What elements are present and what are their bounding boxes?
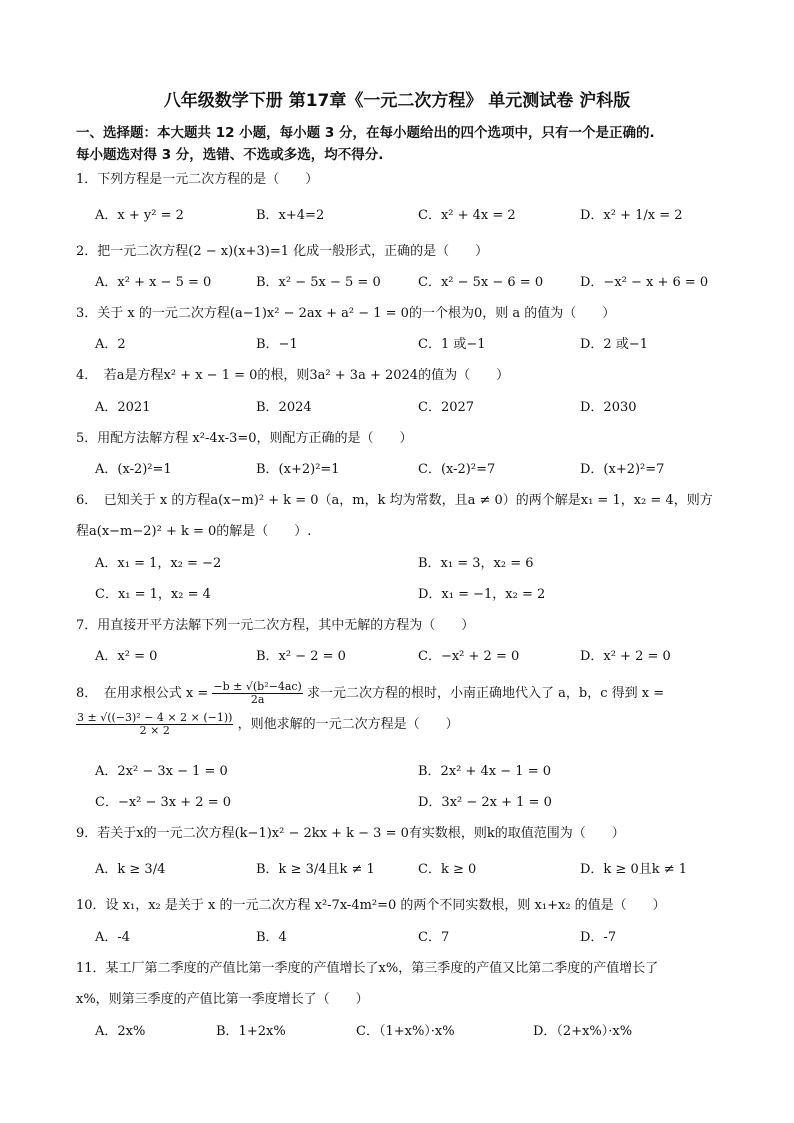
question-6-line2: 程a(x−m−2)² + k = 0的解是（ ）.	[76, 524, 312, 539]
q4-option-c: C．2027	[418, 400, 475, 415]
question-4: 4． 若a是方程x² + x − 1 = 0的根，则3a² + 3a + 2024的值为（ ）	[76, 368, 510, 383]
q2-option-c: C．x² − 5x − 6 = 0	[418, 275, 544, 290]
q2-option-a: A．x² + x − 5 = 0	[95, 275, 212, 290]
q8-option-a: A．2x² − 3x − 1 = 0	[95, 764, 228, 779]
quadratic-formula	[212, 681, 302, 706]
question-6-line1: 6． 已知关于 x 的方程a(x−m)² + k = 0（a，m，k 均为常数，且a ≠ 0）的两个解是x₁ = 1，x₂ = 4，则方	[76, 493, 713, 508]
q8-option-d: D．3x² − 2x + 1 = 0	[418, 795, 552, 810]
q1-option-c: C．x² + 4x = 2	[418, 208, 516, 223]
question-11-line1: 11．某工厂第二季度的产值比第一季度的产值增长了x%，第三季度的产值又比第二季度的产值增长了	[76, 961, 659, 976]
q8-option-b: B．2x² + 4x − 1 = 0	[418, 764, 551, 779]
q8-intro-tail: 求一元二次方程的根时，小南正确地代入了 a，b，c 得到 x =	[307, 686, 665, 701]
q11-option-b: B．1+2x%	[216, 1024, 286, 1039]
q4-option-a: A．2021	[95, 400, 151, 415]
substituted-formula	[76, 712, 233, 737]
question-8-line2	[76, 712, 459, 737]
q3-option-a: A．2	[95, 337, 126, 352]
q10-option-c: C．7	[418, 930, 450, 945]
question-8-line1	[76, 681, 664, 706]
q9-option-a: A．k ≥ 3/4	[95, 862, 166, 877]
question-1: 1．下列方程是一元二次方程的是（ ）	[76, 172, 319, 187]
q5-option-d: D．(x+2)²=7	[580, 462, 665, 477]
q11-option-c: C．（1+x%）·x%	[356, 1024, 455, 1039]
q9-option-c: C．k ≥ 0	[418, 862, 477, 877]
quadratic-formula-numerator: −b ± √(b²−4ac)	[213, 680, 302, 693]
q6-option-b: B．x₁ = 3，x₂ = 6	[418, 556, 534, 571]
q9-option-d: D．k ≥ 0且k ≠ 1	[580, 862, 688, 877]
question-11-line2: x%，则第三季度的产值比第一季度增长了（ ）	[76, 992, 369, 1007]
q11-option-a: A．2x%	[95, 1024, 146, 1039]
substituted-formula-denominator: 2 × 2	[139, 724, 170, 737]
q4-option-d: D．2030	[580, 400, 637, 415]
q3-option-d: D．2 或−1	[580, 337, 648, 352]
section-heading-line2: 每小题选对得 3 分，选错、不选或多选，均不得分.	[76, 147, 384, 163]
question-3: 3．关于 x 的一元二次方程(a−1)x² − 2ax + a² − 1 = 0的一个根为0，则 a 的值为（ ）	[76, 306, 616, 321]
q1-option-a: A．x + y² = 2	[95, 208, 184, 223]
q3-option-b: B．−1	[256, 337, 298, 352]
question-9: 9．若关于x的一元二次方程(k−1)x² − 2kx + k − 3 = 0有实数根，则k的取值范围为（ ）	[76, 826, 625, 841]
q8-question-tail: ，则他求解的一元二次方程是（ ）	[237, 717, 459, 732]
q7-option-a: A．x² = 0	[95, 649, 158, 664]
section-heading-line1: 一、选择题：本大题共 12 小题，每小题 3 分，在每小题给出的四个选项中，只有一个是正确的.	[76, 125, 655, 141]
q7-option-b: B．x² − 2 = 0	[256, 649, 346, 664]
q10-option-d: D．-7	[580, 930, 617, 945]
q10-option-b: B．4	[256, 930, 287, 945]
page-title: 八年级数学下册 第17章《一元二次方程》 单元测试卷 沪科版	[163, 91, 631, 111]
question-7: 7．用直接开平方法解下列一元二次方程，其中无解的方程为（ ）	[76, 618, 475, 633]
q2-option-b: B．x² − 5x − 5 = 0	[256, 275, 381, 290]
q5-option-c: C．(x-2)²=7	[418, 462, 496, 477]
question-5: 5．用配方法解方程 x²-4x-3=0，则配方正确的是（ ）	[76, 431, 413, 446]
q5-option-a: A．(x-2)²=1	[95, 462, 172, 477]
q6-option-a: A．x₁ = 1，x₂ = −2	[95, 556, 222, 571]
q2-option-d: D．−x² − x + 6 = 0	[580, 275, 709, 290]
quadratic-formula-denominator: 2a	[250, 693, 265, 706]
q6-option-d: D．x₁ = −1，x₂ = 2	[418, 587, 546, 602]
q4-option-b: B．2024	[256, 400, 312, 415]
q1-option-d: D．x² + 1/x = 2	[580, 208, 683, 223]
substituted-formula-numerator: 3 ± √((−3)² − 4 × 2 × (−1))	[77, 711, 233, 724]
q1-option-b: B．x+4=2	[256, 208, 325, 223]
q7-option-c: C．−x² + 2 = 0	[418, 649, 520, 664]
q5-option-b: B．(x+2)²=1	[256, 462, 340, 477]
q10-option-a: A．-4	[95, 930, 131, 945]
question-2: 2．把一元二次方程(2 − x)(x+3)=1 化成一般形式，正确的是（ ）	[76, 244, 489, 259]
q3-option-c: C．1 或−1	[418, 337, 486, 352]
q6-option-c: C．x₁ = 1，x₂ = 4	[95, 587, 211, 602]
q8-intro: 8． 在用求根公式 x =	[76, 686, 209, 701]
q7-option-d: D．x² + 2 = 0	[580, 649, 671, 664]
question-10: 10．设 x₁，x₂ 是关于 x 的一元二次方程 x²-7x-4m²=0 的两个不同实数根，则 x₁+x₂ 的值是（ ）	[76, 898, 666, 913]
q8-option-c: C．−x² − 3x + 2 = 0	[95, 795, 231, 810]
q11-option-d: D．（2+x%）·x%	[533, 1024, 633, 1039]
q9-option-b: B．k ≥ 3/4且k ≠ 1	[256, 862, 375, 877]
